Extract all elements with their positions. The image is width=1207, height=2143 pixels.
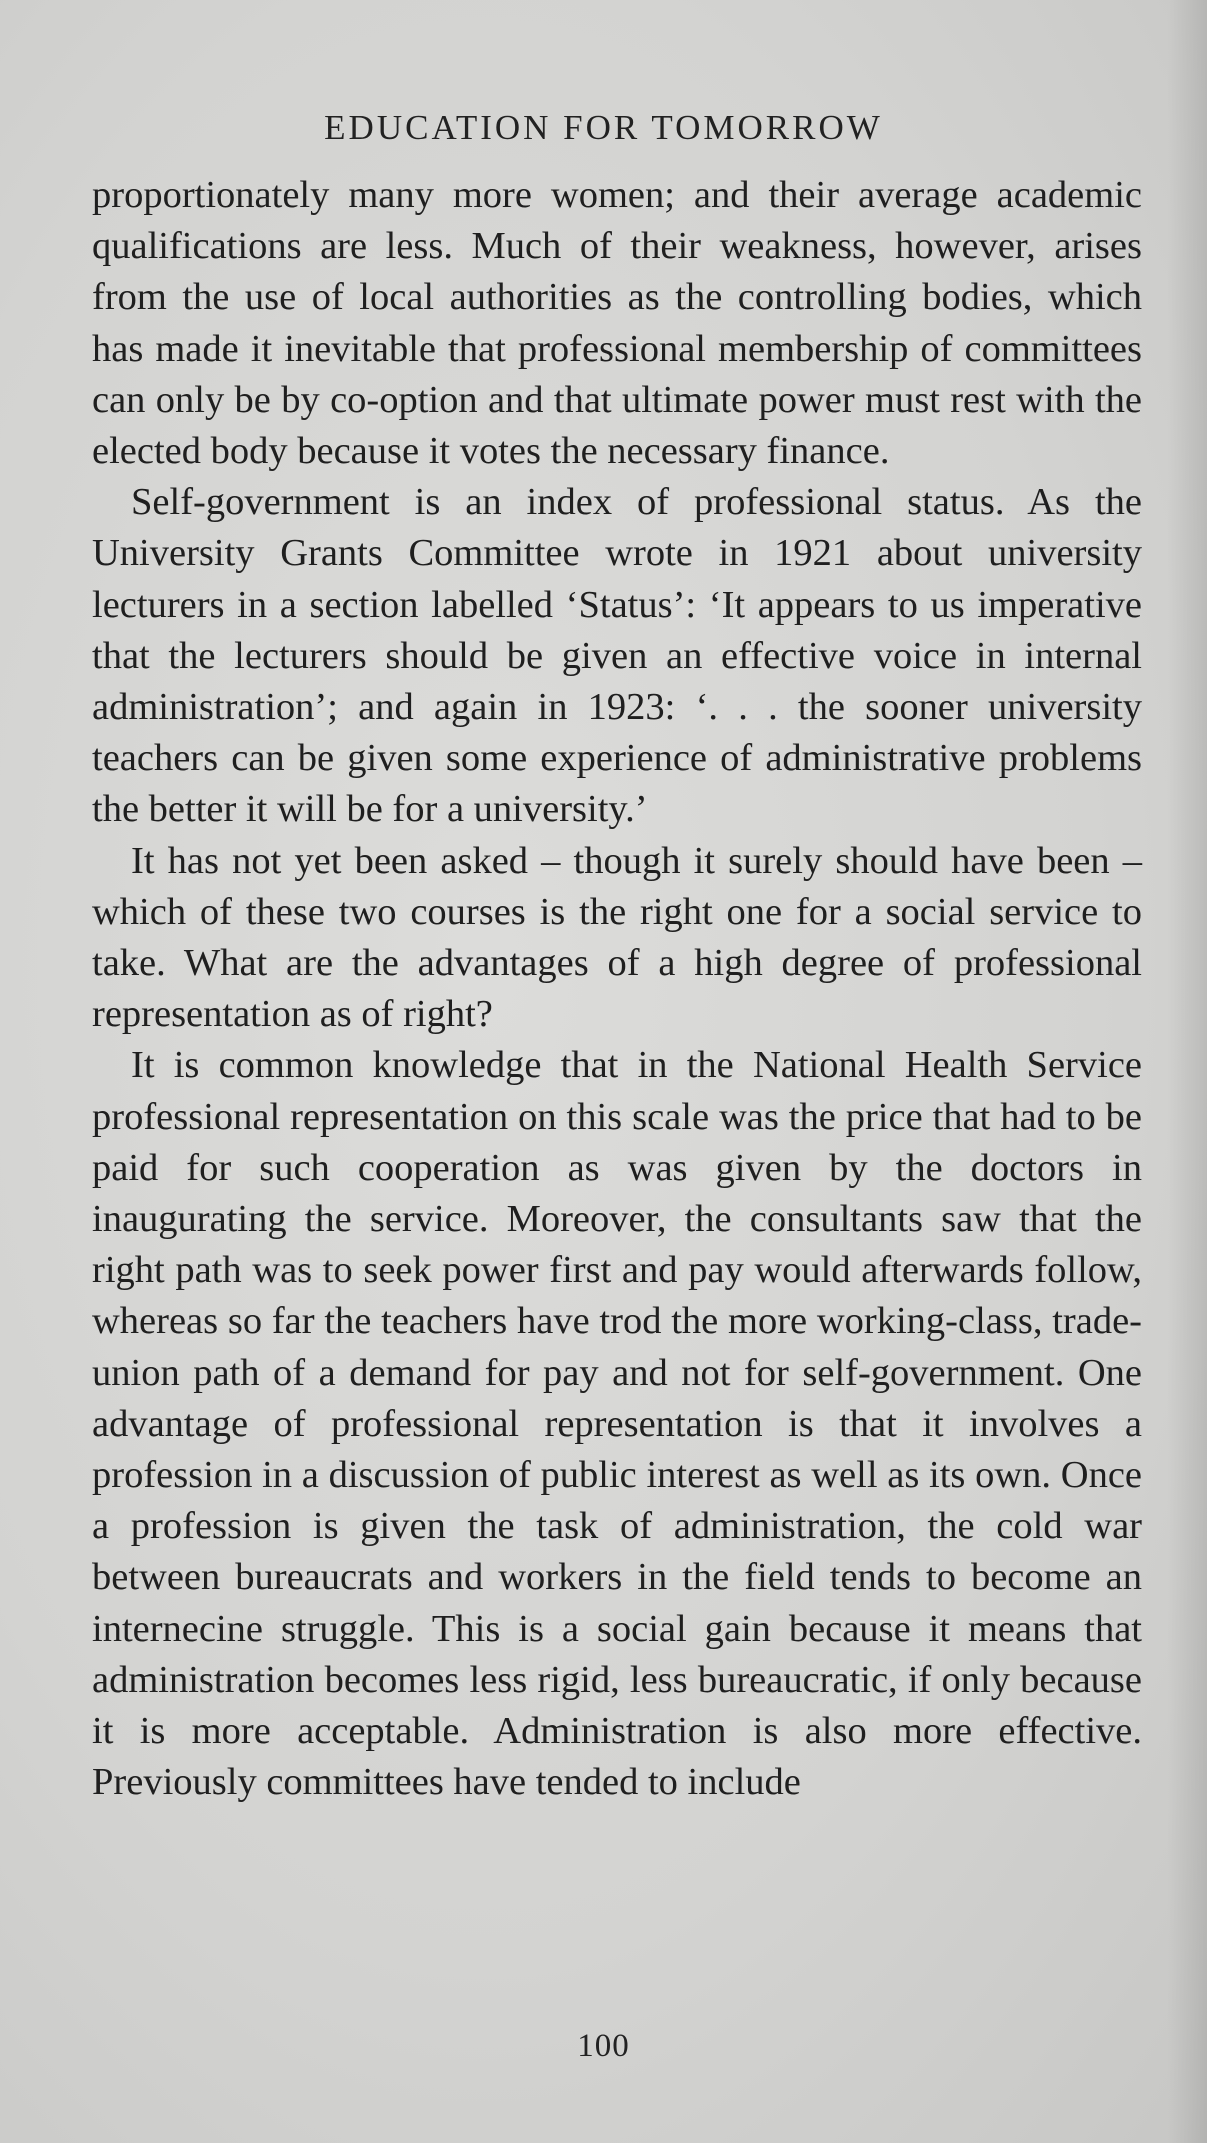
paragraph-advantages-question: It has not yet been asked – though it surely should have been – which of these two courses is the right one for a social service to take. What are the advantages of a high degree of professional representation as of right?: [92, 839, 1142, 1036]
paragraph-self-government: Self-government is an index of professional status. As the University Grants Committee wrote in 1921 about university lecturers in a section labelled ‘Status’: ‘It appears to us imperative that the lecturers should be given an effective voice in internal administration’; and again in 1923: ‘. . . the sooner university teachers can be given some experience of administrative problems the better it will be for a university.’: [92, 481, 1142, 831]
page-gutter-shadow: [1167, 0, 1207, 2143]
paragraph-national-health-service: It is common knowledge that in the National Health Service professional representation on this scale was the price that had to be paid for such cooperation as was given by the doctors in inaugurating the service. Moreover, the consultants saw that the right path was to seek power first and pay would afterwards follow, whereas so far the teachers have trod the more working-class, trade-union path of a demand for pay and not for self-government. One advantage of professional representation is that it involves a profession in a discussion of public interest as well as its own. Once a profession is given the task of administration, the cold war between bureaucrats and workers in the field tends to become an internecine struggle. This is a social gain because it means that administration becomes less rigid, less bureaucratic, if only because it is more acceptable. Administration is also more effective. Previously committees have tended to include: [92, 1044, 1142, 1804]
page-number: 100: [577, 2028, 630, 2064]
paragraph-continued: proportionately many more women; and their average academic qualifications are less. Much of their weakness, however, arises from the use of local authorities as the controlling bodies, which has made it inevitable that professional membership of committees can only be by co-option and that ultimate power must rest with the elected body because it votes the necessary finance.: [92, 174, 1142, 473]
body-text: [92, 170, 1142, 1809]
running-head: EDUCATION FOR TOMORROW: [324, 108, 883, 147]
